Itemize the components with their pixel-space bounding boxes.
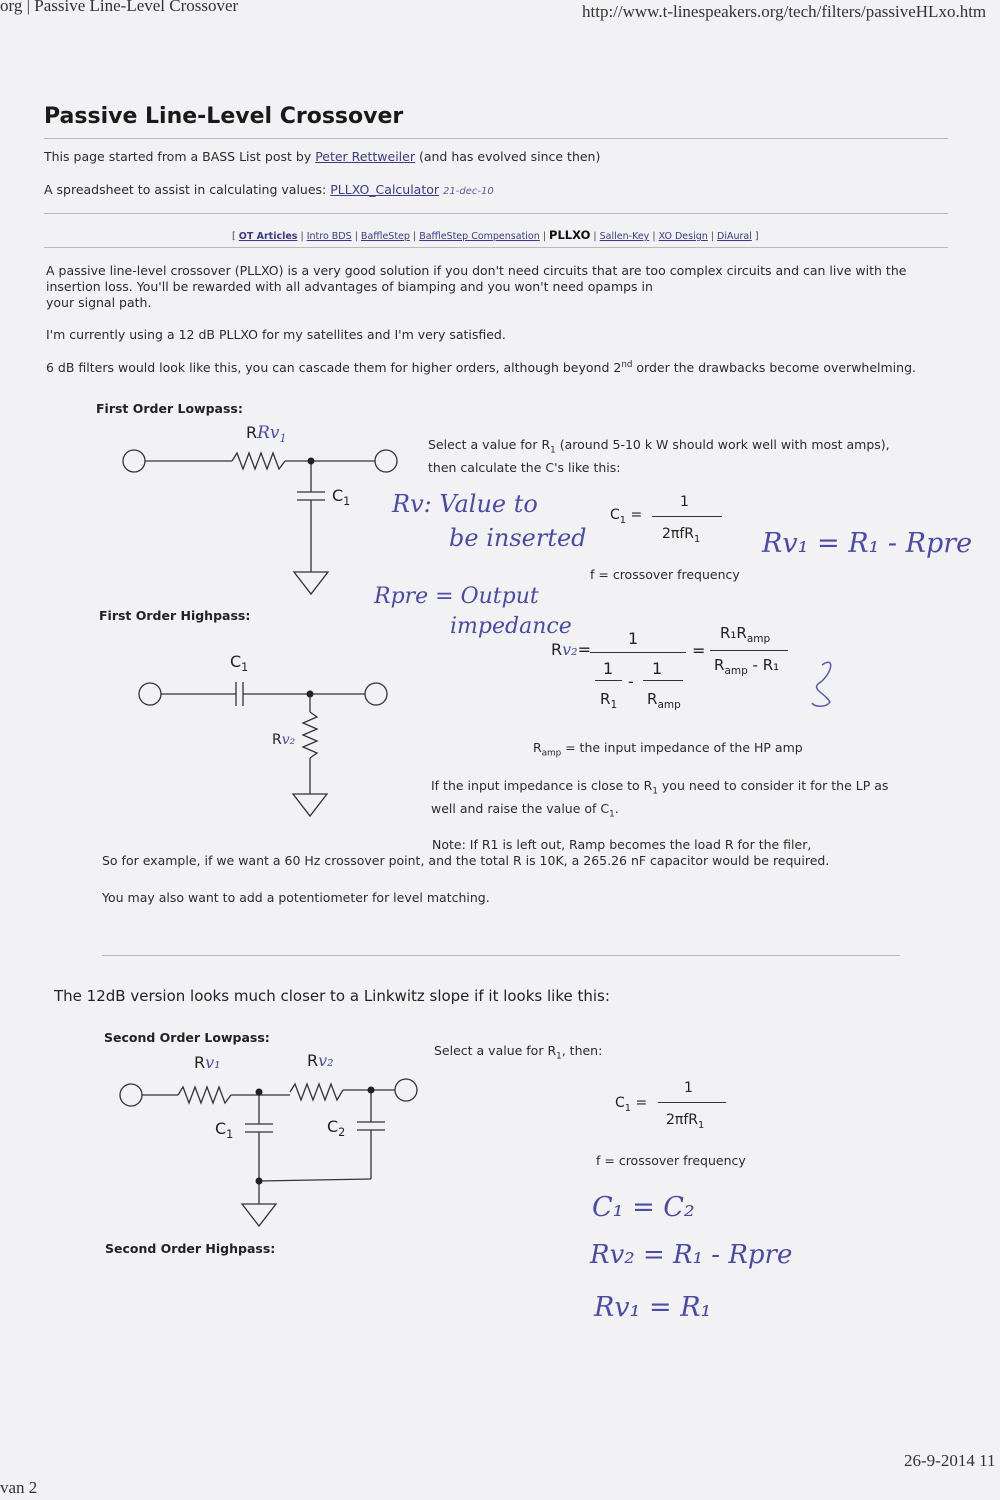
so-intro: The 12dB version looks much closer to a Linkwitz slope if it looks like this: xyxy=(54,987,610,1005)
lp1-r-label: RRv$_1$ xyxy=(246,423,287,446)
fo-select-line-1: Select a value for $R_1$ (around 5-10 k W should work well with most amps), xyxy=(428,437,890,456)
fo-c1-numerator: 1 xyxy=(680,494,689,510)
hp1-r-label: Rv₂ xyxy=(272,732,296,748)
fo-r2-rhs-num: $R_1R_{amp}$ xyxy=(720,624,771,645)
fo-example: So for example, if we want a 60 Hz crossover point, and the total R is 10K, a 265.26 nF capacitor would be required. xyxy=(102,853,830,868)
so-c1-numerator: 1 xyxy=(684,1080,693,1096)
fo-r2-den-ramp: $R_{amp}$ xyxy=(647,690,681,711)
footer-page: van 2 xyxy=(0,1478,38,1497)
so-c1-denominator: 2πfR$_1$ xyxy=(666,1112,705,1131)
fo-r2-den-a: 1 xyxy=(603,659,614,678)
pllxo-calculator-link[interactable]: PLLXO_Calculator xyxy=(330,182,440,197)
nav-ot-articles[interactable]: OT Articles xyxy=(238,231,298,242)
para-2: I'm currently using a 12 dB PLLXO for my satellites and I'm very satisfied. xyxy=(46,327,506,342)
para-3: 6 dB filters would look like this, you can cascade them for higher orders, although beyond 2nd order the drawbacks become overwhelming. xyxy=(46,360,916,376)
fo-select-line-2: then calculate the C's like this: xyxy=(428,460,621,475)
nav-sallen-key[interactable]: Sallen-Key xyxy=(599,231,650,242)
fo-input-line-1: If the input impedance is close to $R_1$ you need to consider it for the LP as xyxy=(431,778,889,797)
so-select: Select a value for $R_1$, then: xyxy=(434,1043,603,1062)
so-c1-eq-label: $C_1$ = xyxy=(615,1095,648,1114)
peter-rettweiler-link[interactable]: Peter Rettweiler xyxy=(315,149,415,164)
nav-xo-design[interactable]: XO Design xyxy=(658,231,708,242)
second-order-highpass-label: Second Order Highpass: xyxy=(105,1241,276,1256)
nav-intro-bds[interactable]: Intro BDS xyxy=(306,231,352,242)
fo-r2-den-minus: - xyxy=(628,672,634,691)
hand-rpre-note-a: Rpre = Output xyxy=(374,584,539,609)
fo-pot-note: You may also want to add a potentiometer for level matching. xyxy=(102,890,490,905)
fo-f-note: f = crossover frequency xyxy=(590,567,740,582)
fo-r2-equals-2: = xyxy=(692,641,706,660)
lp2-c2-label: $C_2$ xyxy=(327,1117,346,1140)
header-left: org | Passive Line-Level Crossover xyxy=(0,0,239,15)
hand-rv1-equation: Rv₁ = R₁ - Rpre xyxy=(762,528,973,559)
second-order-lowpass-label: Second Order Lowpass: xyxy=(104,1030,270,1045)
fo-r2-den-b: 1 xyxy=(652,659,663,678)
hand-rv-value-note-b: be inserted xyxy=(449,524,587,552)
intro-line-2: A spreadsheet to assist in calculating values: PLLXO_Calculator 21-dec-10 xyxy=(44,182,494,197)
so-c1-fraction-bar xyxy=(658,1102,726,1103)
hand-c1-c2-eq: C₁ = C₂ xyxy=(592,1192,695,1223)
hand-rv-value-note-a: Rv: Value to xyxy=(392,490,538,518)
article-nav: [ OT Articles | Intro BDS | BaffleStep | BaffleStep Compensation | PLLXO | Sallen-Key | XO Design | DiAural ] xyxy=(232,228,759,242)
para-1b: insertion loss. You'll be rewarded with all advantages of biamping and you won't need opamps in xyxy=(46,279,653,294)
header-url: http://www.t-linespeakers.org/tech/filters/passiveHLxo.htm xyxy=(582,2,987,21)
nav-pllxo-current: PLLXO xyxy=(549,228,591,242)
hand-rv1-eq: Rv₁ = R₁ xyxy=(594,1292,712,1323)
footer-date: 26-9-2014 11 xyxy=(904,1451,996,1470)
fo-r2-numerator: 1 xyxy=(628,629,639,648)
para-1a: A passive line-level crossover (PLLXO) is a very good solution if you don't need circuits that are too complex circuits and can live with the xyxy=(46,263,907,278)
nav-diaural[interactable]: DiAural xyxy=(717,231,752,242)
hand-rv2-eq: Rv₂ = R₁ - Rpre xyxy=(590,1240,793,1270)
lp1-c-label: $C_1$ xyxy=(332,486,351,509)
hp1-c-label: $C_1$ xyxy=(230,652,249,675)
hand-rpre-note-b: impedance xyxy=(450,614,572,639)
intro-line-1: This page started from a BASS List post by Peter Rettweiler (and has evolved since then) xyxy=(44,149,601,164)
first-order-lowpass-label: First Order Lowpass: xyxy=(96,401,243,416)
nav-bafflestep[interactable]: BaffleStep xyxy=(360,231,410,242)
fo-ramp-note: $R_{amp}$ = the input impedance of the HP amp xyxy=(533,740,803,759)
nav-bafflestep-compensation[interactable]: BaffleStep Compensation xyxy=(419,231,540,242)
calculator-date: 21-dec-10 xyxy=(443,186,494,197)
so-f-note: f = crossover frequency xyxy=(596,1153,746,1168)
fo-r2-rhs-den: $R_{amp} - R_1$ xyxy=(714,656,780,677)
first-order-highpass-label: First Order Highpass: xyxy=(99,608,251,623)
para-1c: your signal path. xyxy=(46,295,152,310)
fo-c1-denominator: 2πfR$_1$ xyxy=(662,526,701,545)
fo-c1-eq-label: $C_1$ = xyxy=(610,507,643,526)
fo-r2-den-r1: $R_1$ xyxy=(600,690,618,711)
fo-input-line-2: well and raise the value of $C_1$. xyxy=(431,801,619,820)
fo-note: Note: If R1 is left out, Ramp becomes the load R for the filer, xyxy=(432,837,812,852)
lp2-r2-label: Rv₂ xyxy=(307,1051,334,1070)
lp2-r1-label: Rv₁ xyxy=(194,1053,221,1072)
page-title: Passive Line-Level Crossover xyxy=(44,104,404,129)
fo-r2-eq-label: Rv₂= xyxy=(551,640,591,659)
lp2-c1-label: $C_1$ xyxy=(215,1119,234,1142)
